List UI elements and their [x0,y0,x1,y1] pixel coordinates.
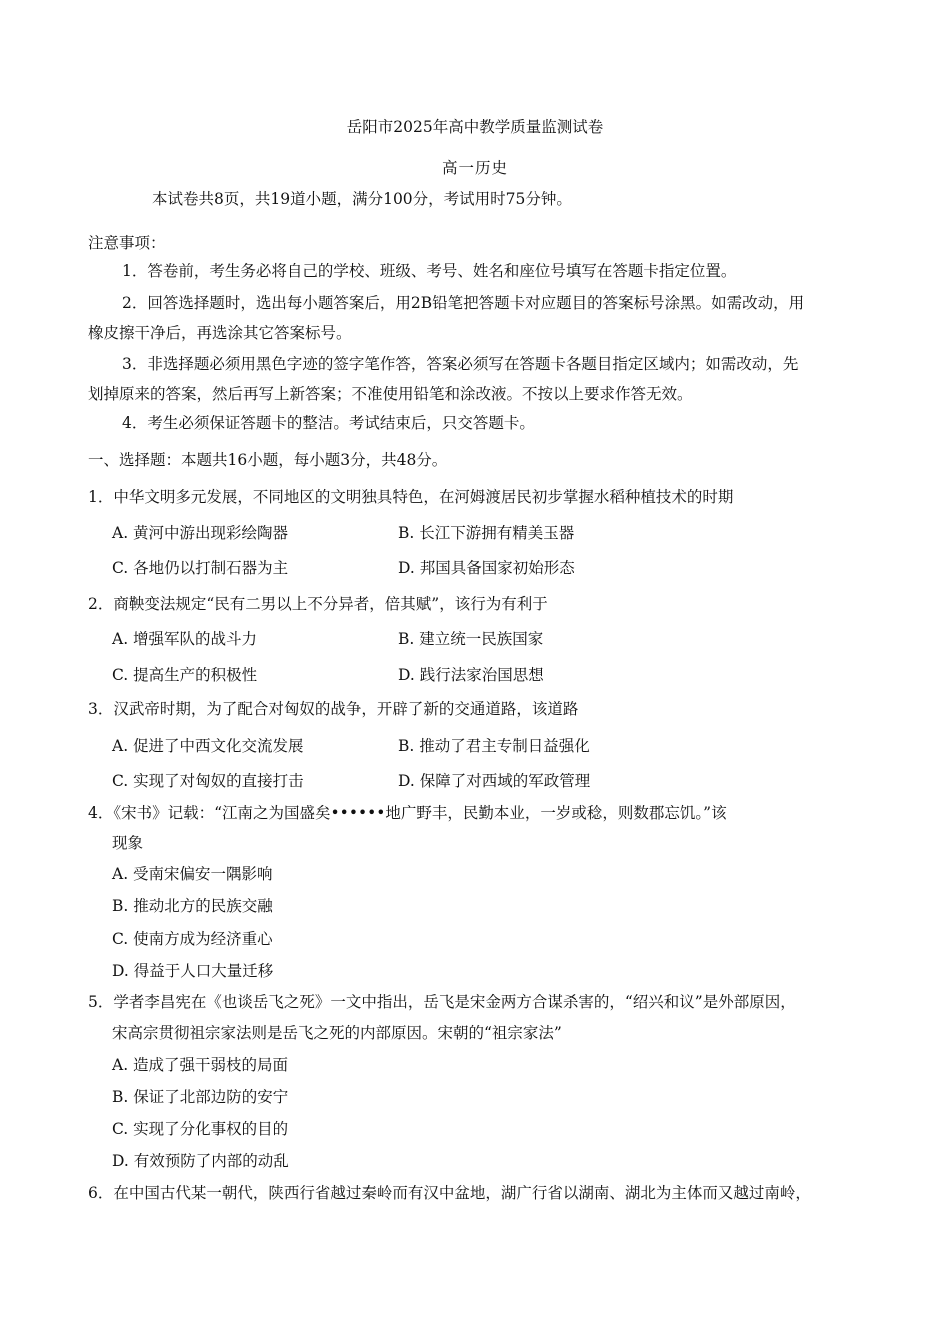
question-5-stem-line-2: 宋高宗贯彻祖宗家法则是岳飞之死的内部原因。宋朝的“祖宗家法” [112,1024,562,1042]
notice-heading: 注意事项： [88,234,166,252]
notice-item-2-line-1: 2．回答选择题时，选出每小题答案后，用2B铅笔把答题卡对应题目的答案标号涂黑。如需改动，用 [122,294,805,312]
question-4-option-d: D. 得益于人口大量迁移 [112,962,274,980]
question-5-option-c: C. 实现了分化事权的目的 [112,1120,289,1138]
question-2-option-c: C. 提高生产的积极性 [112,666,258,684]
exam-subject: 高一历史 [441,159,508,177]
question-5-option-b: B. 保证了北部边防的安宁 [112,1088,289,1106]
question-4-option-a: A. 受南宋偏安一隅影响 [112,865,273,883]
question-1-option-d: D. 邦国具备国家初始形态 [398,559,575,577]
question-4-option-b: B. 推动北方的民族交融 [112,897,273,915]
notice-item-2-line-2: 橡皮擦干净后，再选涂其它答案标号。 [88,324,352,342]
exam-info: 本试卷共8页，共19道小题，满分100分，考试用时75分钟。 [152,190,572,208]
question-3-stem: 3．汉武帝时期，为了配合对匈奴的战争，开辟了新的交通道路，该道路 [88,700,579,718]
notice-item-1: 1．答卷前，考生务必将自己的学校、班级、考号、姓名和座位号填写在答题卡指定位置。 [122,262,737,280]
question-1-option-c: C. 各地仍以打制石器为主 [112,559,289,577]
question-3-option-b: B. 推动了君主专制日益强化 [398,737,590,755]
exam-title: 岳阳市2025年高中教学质量监测试卷 [346,118,604,136]
notice-item-3-line-1: 3．非选择题必须用黑色字迹的签字笔作答，答案必须写在答题卡各题目指定区域内；如需改动，先 [122,355,799,373]
question-4-stem-line-1: 4．《宋书》记载：“江南之为国盛矣••••••地广野丰，民勤本业，一岁或稔，则数郡忘饥。”该 [88,804,727,822]
question-1-option-b: B. 长江下游拥有精美玉器 [398,524,575,542]
question-4-stem-line-2: 现象 [112,834,144,852]
question-1-stem: 1．中华文明多元发展，不同地区的文明独具特色，在河姆渡居民初步掌握水稻种植技术的时期 [88,488,734,506]
question-4-option-c: C. 使南方成为经济重心 [112,930,273,948]
question-2-option-a: A. 增强军队的战斗力 [112,630,258,648]
question-2-option-b: B. 建立统一民族国家 [398,630,544,648]
question-3-option-a: A. 促进了中西文化交流发展 [112,737,304,755]
question-5-option-d: D. 有效预防了内部的动乱 [112,1152,289,1170]
notice-item-3-line-2: 划掉原来的答案，然后再写上新答案；不准使用铅笔和涂改液。不按以上要求作答无效。 [88,385,693,403]
question-3-option-d: D. 保障了对西域的军政管理 [398,772,591,790]
question-3-option-c: C. 实现了对匈奴的直接打击 [112,772,304,790]
question-2-stem: 2．商鞅变法规定“民有二男以上不分异者，倍其赋”，该行为有利于 [88,595,548,613]
section-heading: 一、选择题：本题共16小题，每小题3分，共48分。 [88,451,448,469]
notice-item-4: 4．考生必须保证答题卡的整洁。考试结束后，只交答题卡。 [122,414,535,432]
question-6-stem-line-1: 6．在中国古代某一朝代，陕西行省越过秦岭而有汉中盆地，湖广行省以湖南、湖北为主体而又越过南岭， [88,1184,811,1202]
question-5-stem-line-1: 5．学者李昌宪在《也谈岳飞之死》一文中指出，岳飞是宋金两方合谋杀害的，“绍兴和议”是外部原因， [88,993,796,1011]
question-1-option-a: A. 黄河中游出现彩绘陶器 [112,524,289,542]
question-5-option-a: A. 造成了强干弱枝的局面 [112,1056,289,1074]
question-2-option-d: D. 践行法家治国思想 [398,666,544,684]
